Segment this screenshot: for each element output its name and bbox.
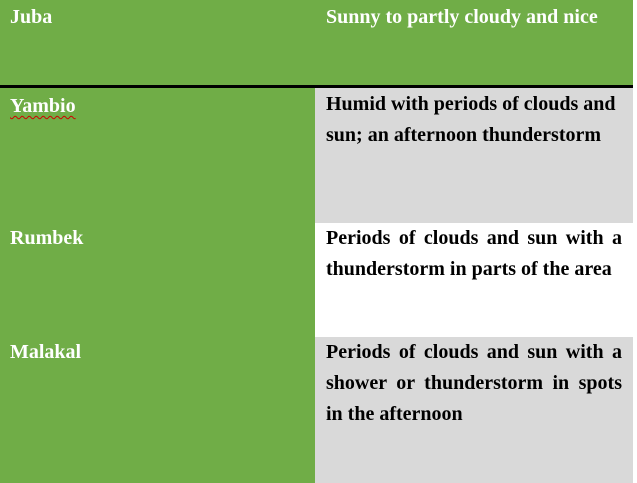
city-cell — [0, 223, 315, 337]
description-cell — [315, 0, 633, 85]
city-cell — [0, 0, 315, 85]
city-cell — [0, 88, 315, 223]
table-row — [0, 88, 633, 223]
weather-description: Humid with periods of clouds and sun; an afternoon thunderstorm — [326, 93, 616, 146]
description-cell — [315, 223, 633, 337]
city-name: Malakal — [10, 341, 82, 363]
city-name: Juba — [10, 6, 53, 28]
weather-description: Periods of clouds and sun with a shower or thunderstorm in spots in the afternoon — [326, 341, 622, 425]
table-row — [0, 0, 633, 85]
city-name: Yambio — [10, 95, 76, 117]
description-cell — [315, 337, 633, 483]
table-row — [0, 223, 633, 337]
city-cell — [0, 337, 315, 483]
city-name: Rumbek — [10, 227, 84, 249]
weather-description: Periods of clouds and sun with a thunderstorm in parts of the area — [326, 227, 622, 280]
description-cell — [315, 88, 633, 223]
weather-description: Sunny to partly cloudy and nice — [326, 6, 598, 28]
table-row — [0, 337, 633, 483]
